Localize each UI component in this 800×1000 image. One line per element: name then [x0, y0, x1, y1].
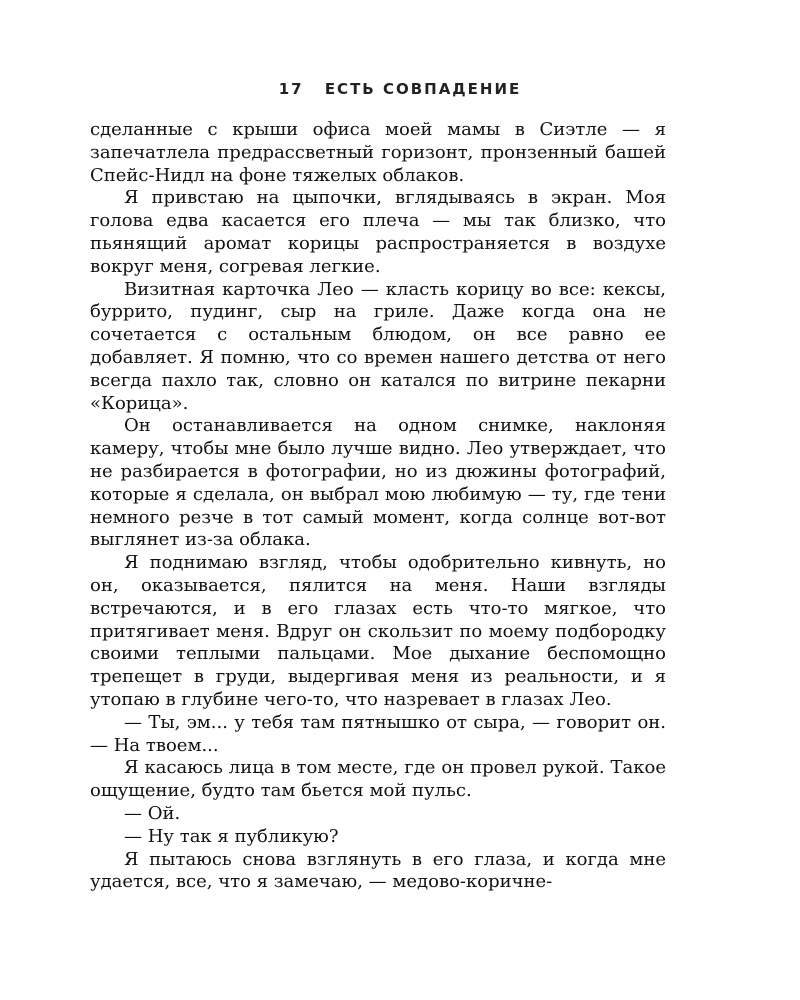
paragraph-7: Я касаюсь лица в том месте, где он провел рукой. Такое ощущение, будто там бьется мой пульс. [90, 757, 666, 802]
paragraph-2: Я привстаю на цыпочки, вглядываясь в экран. Моя голова едва касается его плеча — мы так близко, что пьянящий аромат корицы распространяется в воздухе вокруг меня, согревая легкие. [90, 187, 666, 277]
chapter-title: ЕСТЬ СОВПАДЕНИЕ [324, 80, 522, 98]
paragraph-10: Я пытаюсь снова взглянуть в его глаза, и когда мне удается, все, что я замечаю, — медово-коричне- [90, 848, 666, 893]
paragraph-8: — Ой. [124, 802, 181, 824]
paragraph-5: Я поднимаю взгляд, чтобы одобрительно кивнуть, но он, оказывается, пялится на меня. Наши взгляды встречаются, и в его глазах есть что-то мягкое, что притягивает меня. Вдруг он скользит по моему подбородку своими теплыми пальцами. Мое дыхание беспомощно трепещет в груди, выдергивая меня из реальности, и я утопаю в глубине чего-то, что назревает в глазах Лео. [90, 552, 666, 710]
paragraph-4: Он останавливается на одном снимке, наклоняя камеру, чтобы мне было лучше видно. Лео утверждает, что не разбирается в фотографии, но из дюжины фотографий, которые я сделала, он выбрал мою любимую — ту, где тени немного резче в тот самый момент, когда солнце вот-вот выглянет из-за облака. [90, 415, 666, 551]
paragraph-3: Визитная карточка Лео — класть корицу во все: кексы, буррито, пудинг, сыр на гриле. Даже когда она не сочетается с остальным блюдом, он все равно ее добавляет. Я помню, что со времен нашего детства от него всегда пахло так, словно он катался по витрине пекарни «Корица». [90, 278, 666, 414]
paragraph-1: сделанные с крыши офиса моей мамы в Сиэтле — я запечатлела предрассветный горизонт, пронзенный башей Спейс-Нидл на фоне тяжелых облаков. [90, 119, 666, 186]
running-head [0, 80, 800, 98]
paragraph-6: — Ты, эм... у тебя там пятнышко от сыра, — говорит он. — На твоем... [90, 711, 666, 756]
paragraph-9: — Ну так я публикую? [124, 825, 339, 847]
page-number: 17 [278, 80, 304, 98]
body-text [90, 119, 666, 894]
